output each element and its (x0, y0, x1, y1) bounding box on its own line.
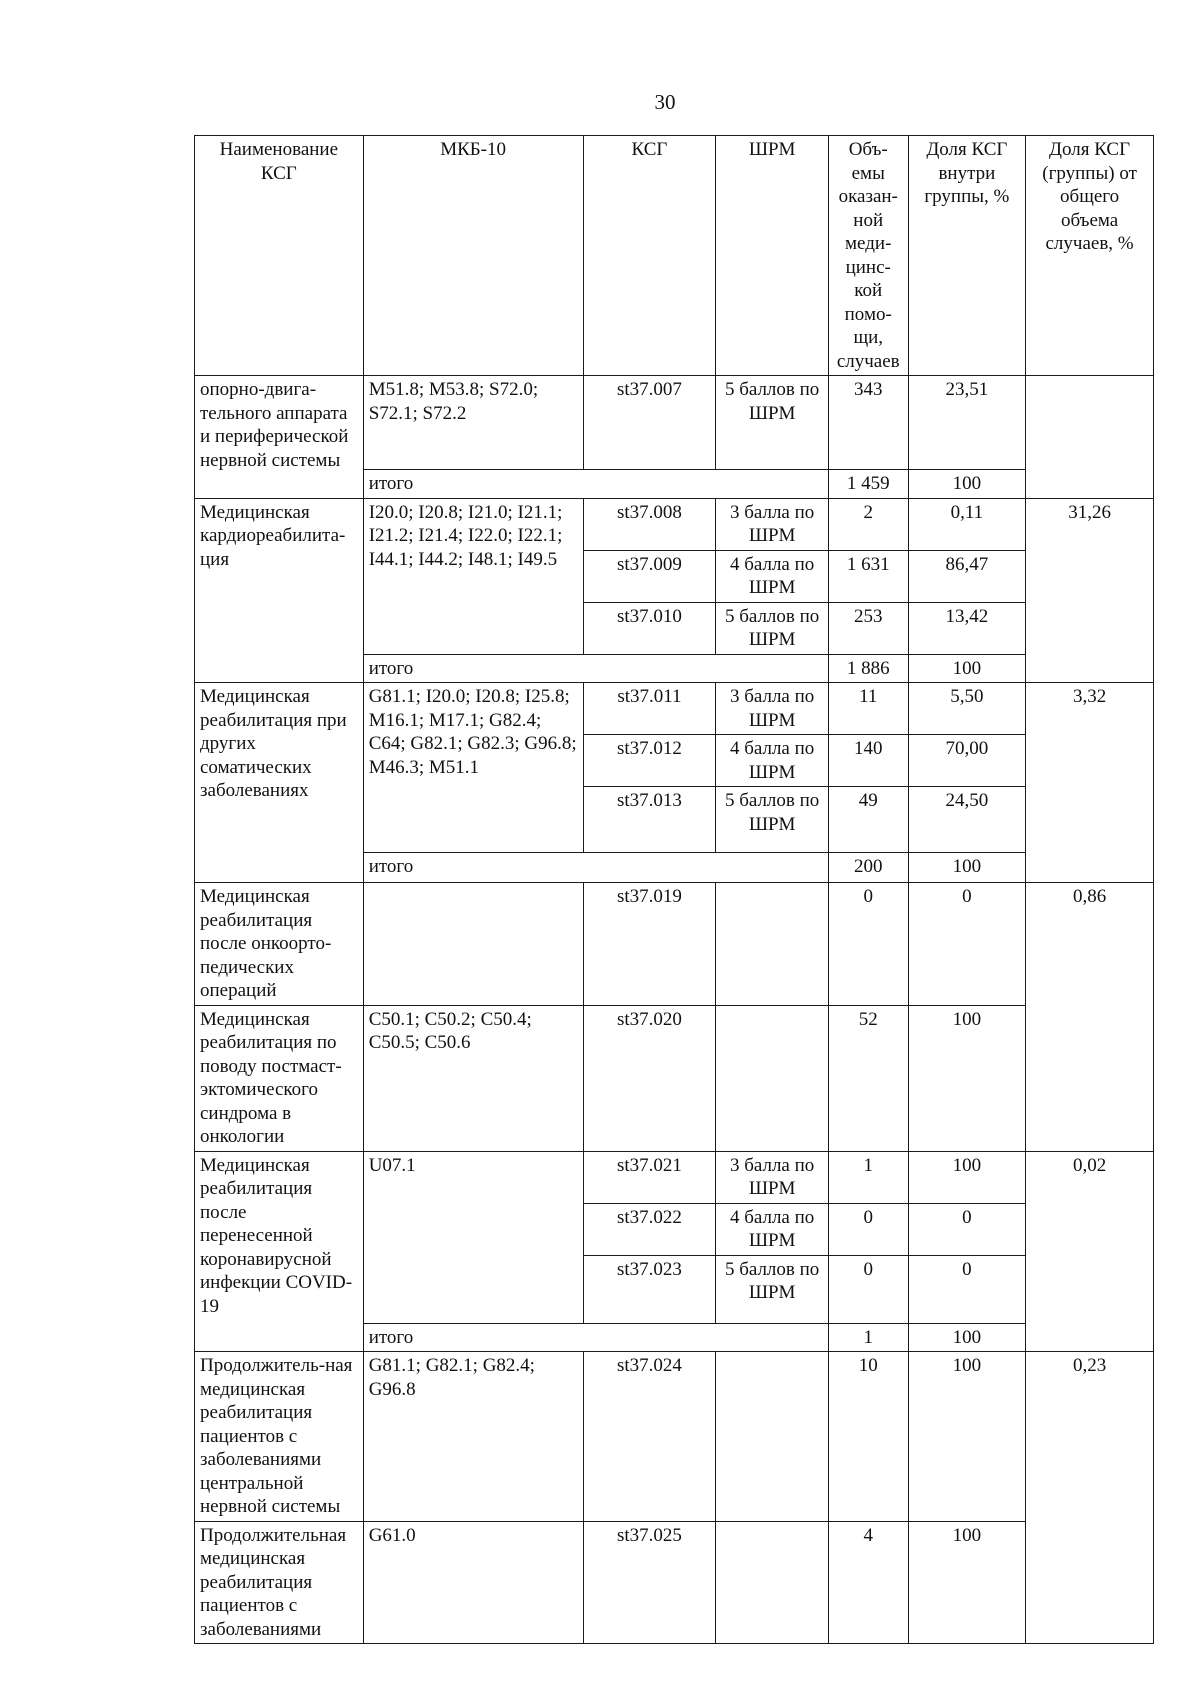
share-value: 86,47 (908, 550, 1026, 602)
total-label: итого (363, 654, 828, 683)
total-label: итого (363, 1323, 828, 1352)
table-row (195, 498, 1154, 550)
volume-value: 1 (828, 1151, 908, 1203)
mkb-codes: M51.8; M53.8; S72.0; S72.1; S72.2 (363, 376, 583, 470)
share-value: 23,51 (908, 376, 1026, 470)
volume-value: 0 (828, 1203, 908, 1255)
volume-value: 52 (828, 1005, 908, 1151)
ksg-code: st37.009 (583, 550, 716, 602)
shrm-value (716, 883, 828, 1006)
table-row (195, 376, 1154, 470)
mkb-codes (363, 883, 583, 1006)
total-share: 100 (908, 1323, 1026, 1352)
header-share-in-group: Доля КСГ внутри группы, % (908, 136, 1026, 376)
group-share: 0,86 (1026, 883, 1154, 1152)
volume-value: 0 (828, 1255, 908, 1323)
total-volume: 1 459 (828, 470, 908, 499)
share-value: 100 (908, 1151, 1026, 1203)
ksg-name: Медицинская реабилитация по поводу постмаст-эктомического синдрома в онкологии (195, 1005, 364, 1151)
mkb-codes: U07.1 (363, 1151, 583, 1323)
table-row (195, 1352, 1154, 1522)
table-row (195, 1151, 1154, 1203)
volume-value: 4 (828, 1521, 908, 1644)
header-name: Наименование КСГ (195, 136, 364, 376)
shrm-value: 5 баллов по ШРМ (716, 376, 828, 470)
mkb-codes: I20.0; I20.8; I21.0; I21.1; I21.2; I21.4; I22.0; I22.1; I44.1; I44.2; I48.1; I49.5 (363, 498, 583, 654)
table-row (195, 883, 1154, 1006)
total-share: 100 (908, 654, 1026, 683)
ksg-name: Продолжитель-ная медицинская реабилитация пациентов с заболеваниями центральной нервной системы (195, 1352, 364, 1522)
mkb-codes: G81.1; G82.1; G82.4; G96.8 (363, 1352, 583, 1522)
share-value: 24,50 (908, 787, 1026, 853)
mkb-codes: G81.1; I20.0; I20.8; I25.8; M16.1; M17.1; G82.4; C64; G82.1; G82.3; G96.8; M46.3; M51.1 (363, 683, 583, 853)
shrm-value: 4 балла по ШРМ (716, 735, 828, 787)
table-header-row (195, 136, 1154, 376)
total-label: итого (363, 853, 828, 883)
ksg-code: st37.013 (583, 787, 716, 853)
ksg-name: Медицинская реабилитация при других соматических заболеваниях (195, 683, 364, 883)
shrm-value: 3 балла по ШРМ (716, 683, 828, 735)
shrm-value: 5 баллов по ШРМ (716, 1255, 828, 1323)
shrm-value (716, 1005, 828, 1151)
ksg-name: Медицинская кардиореабилита-ция (195, 498, 364, 683)
table-row (195, 1005, 1154, 1151)
share-value: 100 (908, 1352, 1026, 1522)
ksg-table (194, 135, 1154, 1644)
total-share: 100 (908, 853, 1026, 883)
group-share: 0,23 (1026, 1352, 1154, 1644)
share-value: 5,50 (908, 683, 1026, 735)
group-share: 3,32 (1026, 683, 1154, 883)
header-share-total: Доля КСГ (группы) от общего объема случаев, % (1026, 136, 1154, 376)
ksg-code: st37.023 (583, 1255, 716, 1323)
table-row (195, 683, 1154, 735)
shrm-value: 5 баллов по ШРМ (716, 602, 828, 654)
ksg-code: st37.021 (583, 1151, 716, 1203)
volume-value: 140 (828, 735, 908, 787)
ksg-name: опорно-двига-тельного аппарата и периферической нервной системы (195, 376, 364, 499)
total-volume: 1 886 (828, 654, 908, 683)
ksg-name: Медицинская реабилитация после онкоорто-педических операций (195, 883, 364, 1006)
total-volume: 200 (828, 853, 908, 883)
volume-value: 49 (828, 787, 908, 853)
shrm-value: 4 балла по ШРМ (716, 550, 828, 602)
volume-value: 343 (828, 376, 908, 470)
total-share: 100 (908, 470, 1026, 499)
ksg-code: st37.025 (583, 1521, 716, 1644)
share-value: 13,42 (908, 602, 1026, 654)
share-value: 0 (908, 1203, 1026, 1255)
group-share (1026, 376, 1154, 499)
volume-value: 11 (828, 683, 908, 735)
group-share: 31,26 (1026, 498, 1154, 683)
share-value: 0,11 (908, 498, 1026, 550)
shrm-value: 4 балла по ШРМ (716, 1203, 828, 1255)
header-ksg: КСГ (583, 136, 716, 376)
ksg-code: st37.007 (583, 376, 716, 470)
share-value: 100 (908, 1005, 1026, 1151)
shrm-value: 3 балла по ШРМ (716, 1151, 828, 1203)
volume-value: 0 (828, 883, 908, 1006)
volume-value: 2 (828, 498, 908, 550)
shrm-value (716, 1521, 828, 1644)
page-number: 30 (654, 90, 676, 114)
ksg-code: st37.008 (583, 498, 716, 550)
ksg-code: st37.019 (583, 883, 716, 1006)
total-volume: 1 (828, 1323, 908, 1352)
ksg-name: Медицинская реабилитация после перенесенной коронавирусной инфекции COVID-19 (195, 1151, 364, 1352)
ksg-code: st37.020 (583, 1005, 716, 1151)
ksg-code: st37.012 (583, 735, 716, 787)
mkb-codes: G61.0 (363, 1521, 583, 1644)
share-value: 0 (908, 1255, 1026, 1323)
table-row (195, 1521, 1154, 1644)
ksg-code: st37.024 (583, 1352, 716, 1522)
ksg-code: st37.022 (583, 1203, 716, 1255)
header-mkb: МКБ-10 (363, 136, 583, 376)
shrm-value: 5 баллов по ШРМ (716, 787, 828, 853)
ksg-code: st37.010 (583, 602, 716, 654)
mkb-codes: C50.1; C50.2; C50.4; C50.5; C50.6 (363, 1005, 583, 1151)
total-label: итого (363, 470, 828, 499)
shrm-value (716, 1352, 828, 1522)
share-value: 0 (908, 883, 1026, 1006)
group-share: 0,02 (1026, 1151, 1154, 1352)
volume-value: 1 631 (828, 550, 908, 602)
volume-value: 10 (828, 1352, 908, 1522)
header-volume: Объ-емы оказан-ной меди-цинс-кой помо-щи, случаев (828, 136, 908, 376)
header-shrm: ШРМ (716, 136, 828, 376)
shrm-value: 3 балла по ШРМ (716, 498, 828, 550)
ksg-name: Продолжительная медицинская реабилитация пациентов с заболеваниями (195, 1521, 364, 1644)
volume-value: 253 (828, 602, 908, 654)
share-value: 100 (908, 1521, 1026, 1644)
ksg-code: st37.011 (583, 683, 716, 735)
share-value: 70,00 (908, 735, 1026, 787)
